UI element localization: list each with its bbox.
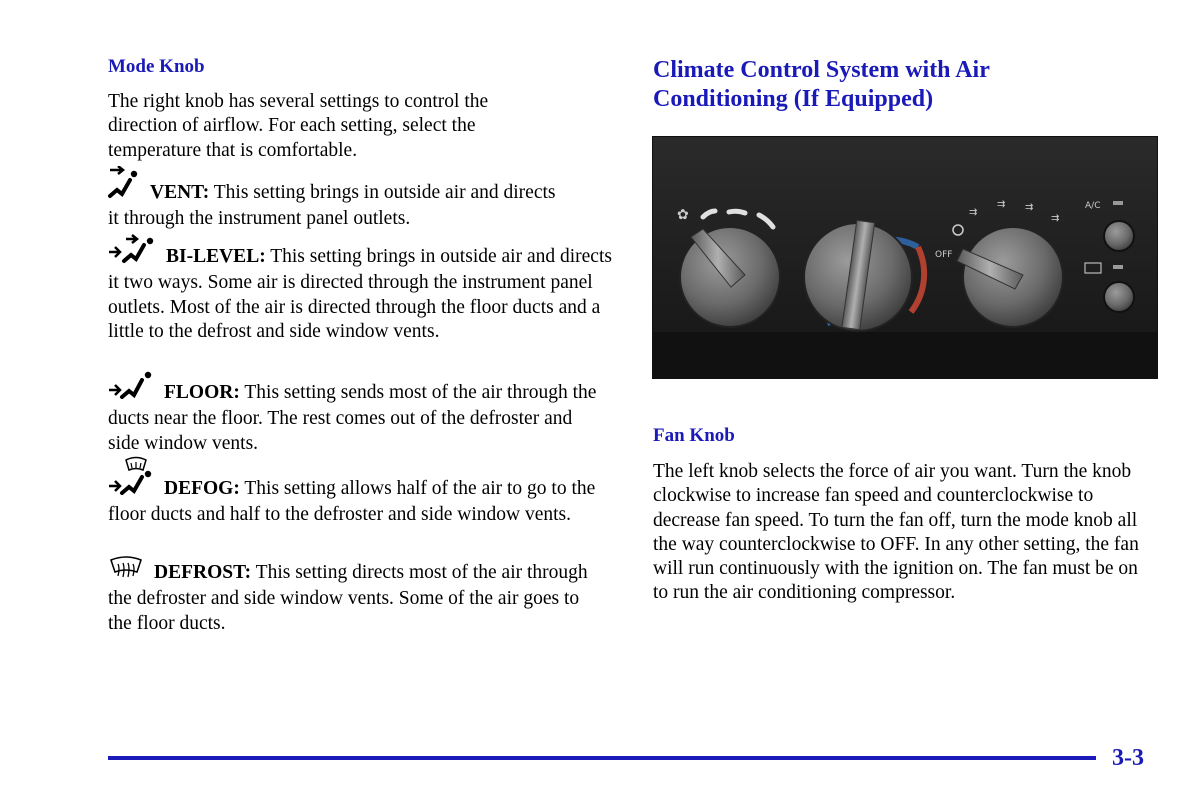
bi-level-label: BI-LEVEL: <box>166 246 266 267</box>
vent-text: This setting brings in outside air and directs it through the instrument panel outlets. <box>108 182 556 230</box>
mode-intro-paragraph: The right knob has several settings to control the direction of airflow. For each setting, select the temperature that is comfortable. <box>108 91 489 161</box>
ac-button[interactable] <box>1104 221 1134 251</box>
bi-level-paragraph <box>108 234 618 344</box>
floor-label: FLOOR: <box>164 382 240 403</box>
footer-rule <box>108 756 1096 760</box>
floor-text: This setting sends most of the air through the ducts near the floor. The rest comes out of the defroster and side window vents. <box>108 382 597 454</box>
rear-defrost-button[interactable] <box>1104 282 1134 312</box>
off-label: OFF <box>935 250 953 260</box>
vent-paragraph <box>108 166 568 232</box>
page-number: 3-3 <box>1112 745 1144 771</box>
floor-icon <box>108 370 154 407</box>
defog-paragraph <box>108 456 608 528</box>
vent-label: VENT: <box>150 182 210 203</box>
ac-label: A/C <box>1085 201 1101 211</box>
climate-control-title: Climate Control System with Air Conditioning (If Equipped) <box>653 57 990 112</box>
defrost-text: This setting directs most of the air through the defroster and side window vents. Some of the air goes to the floor ducts. <box>108 562 588 634</box>
defrost-icon <box>108 556 144 587</box>
defog-label: DEFOG: <box>164 478 240 499</box>
bi-level-icon <box>108 234 156 271</box>
svg-text:✿: ✿ <box>677 207 689 223</box>
vent-icon <box>108 166 140 207</box>
fan-knob-heading: Fan Knob <box>653 425 735 446</box>
defrost-label: DEFROST: <box>154 562 252 583</box>
defog-text: This setting allows half of the air to go to the floor ducts and half to the defroster and side window vents. <box>108 478 596 526</box>
svg-text:⇉: ⇉ <box>1051 213 1060 224</box>
mode-knob-heading: Mode Knob <box>108 56 205 77</box>
climate-control-panel-photo <box>652 136 1158 379</box>
fan-knob-paragraph: The left knob selects the force of air you want. Turn the knob clockwise to increase fan speed and counterclockwise to decrease fan speed. To turn the fan off, turn the mode knob all the way counterclockwise to OFF. In any other setting, the fan will run continuously with the ignition on. The fan must be on to run the air conditioning compressor. <box>653 461 1139 604</box>
defrost-paragraph <box>108 556 598 636</box>
svg-text:⇉: ⇉ <box>997 199 1006 210</box>
floor-paragraph <box>108 370 598 456</box>
defog-icon <box>108 456 154 503</box>
svg-text:⇉: ⇉ <box>969 207 978 218</box>
bi-level-text: This setting brings in outside air and directs it two ways. Some air is directed through the instrument panel outlets. Most of the air is directed through the floor ducts and a little to the defrost and side window vents. <box>108 246 612 342</box>
svg-text:⇉: ⇉ <box>1025 202 1034 213</box>
